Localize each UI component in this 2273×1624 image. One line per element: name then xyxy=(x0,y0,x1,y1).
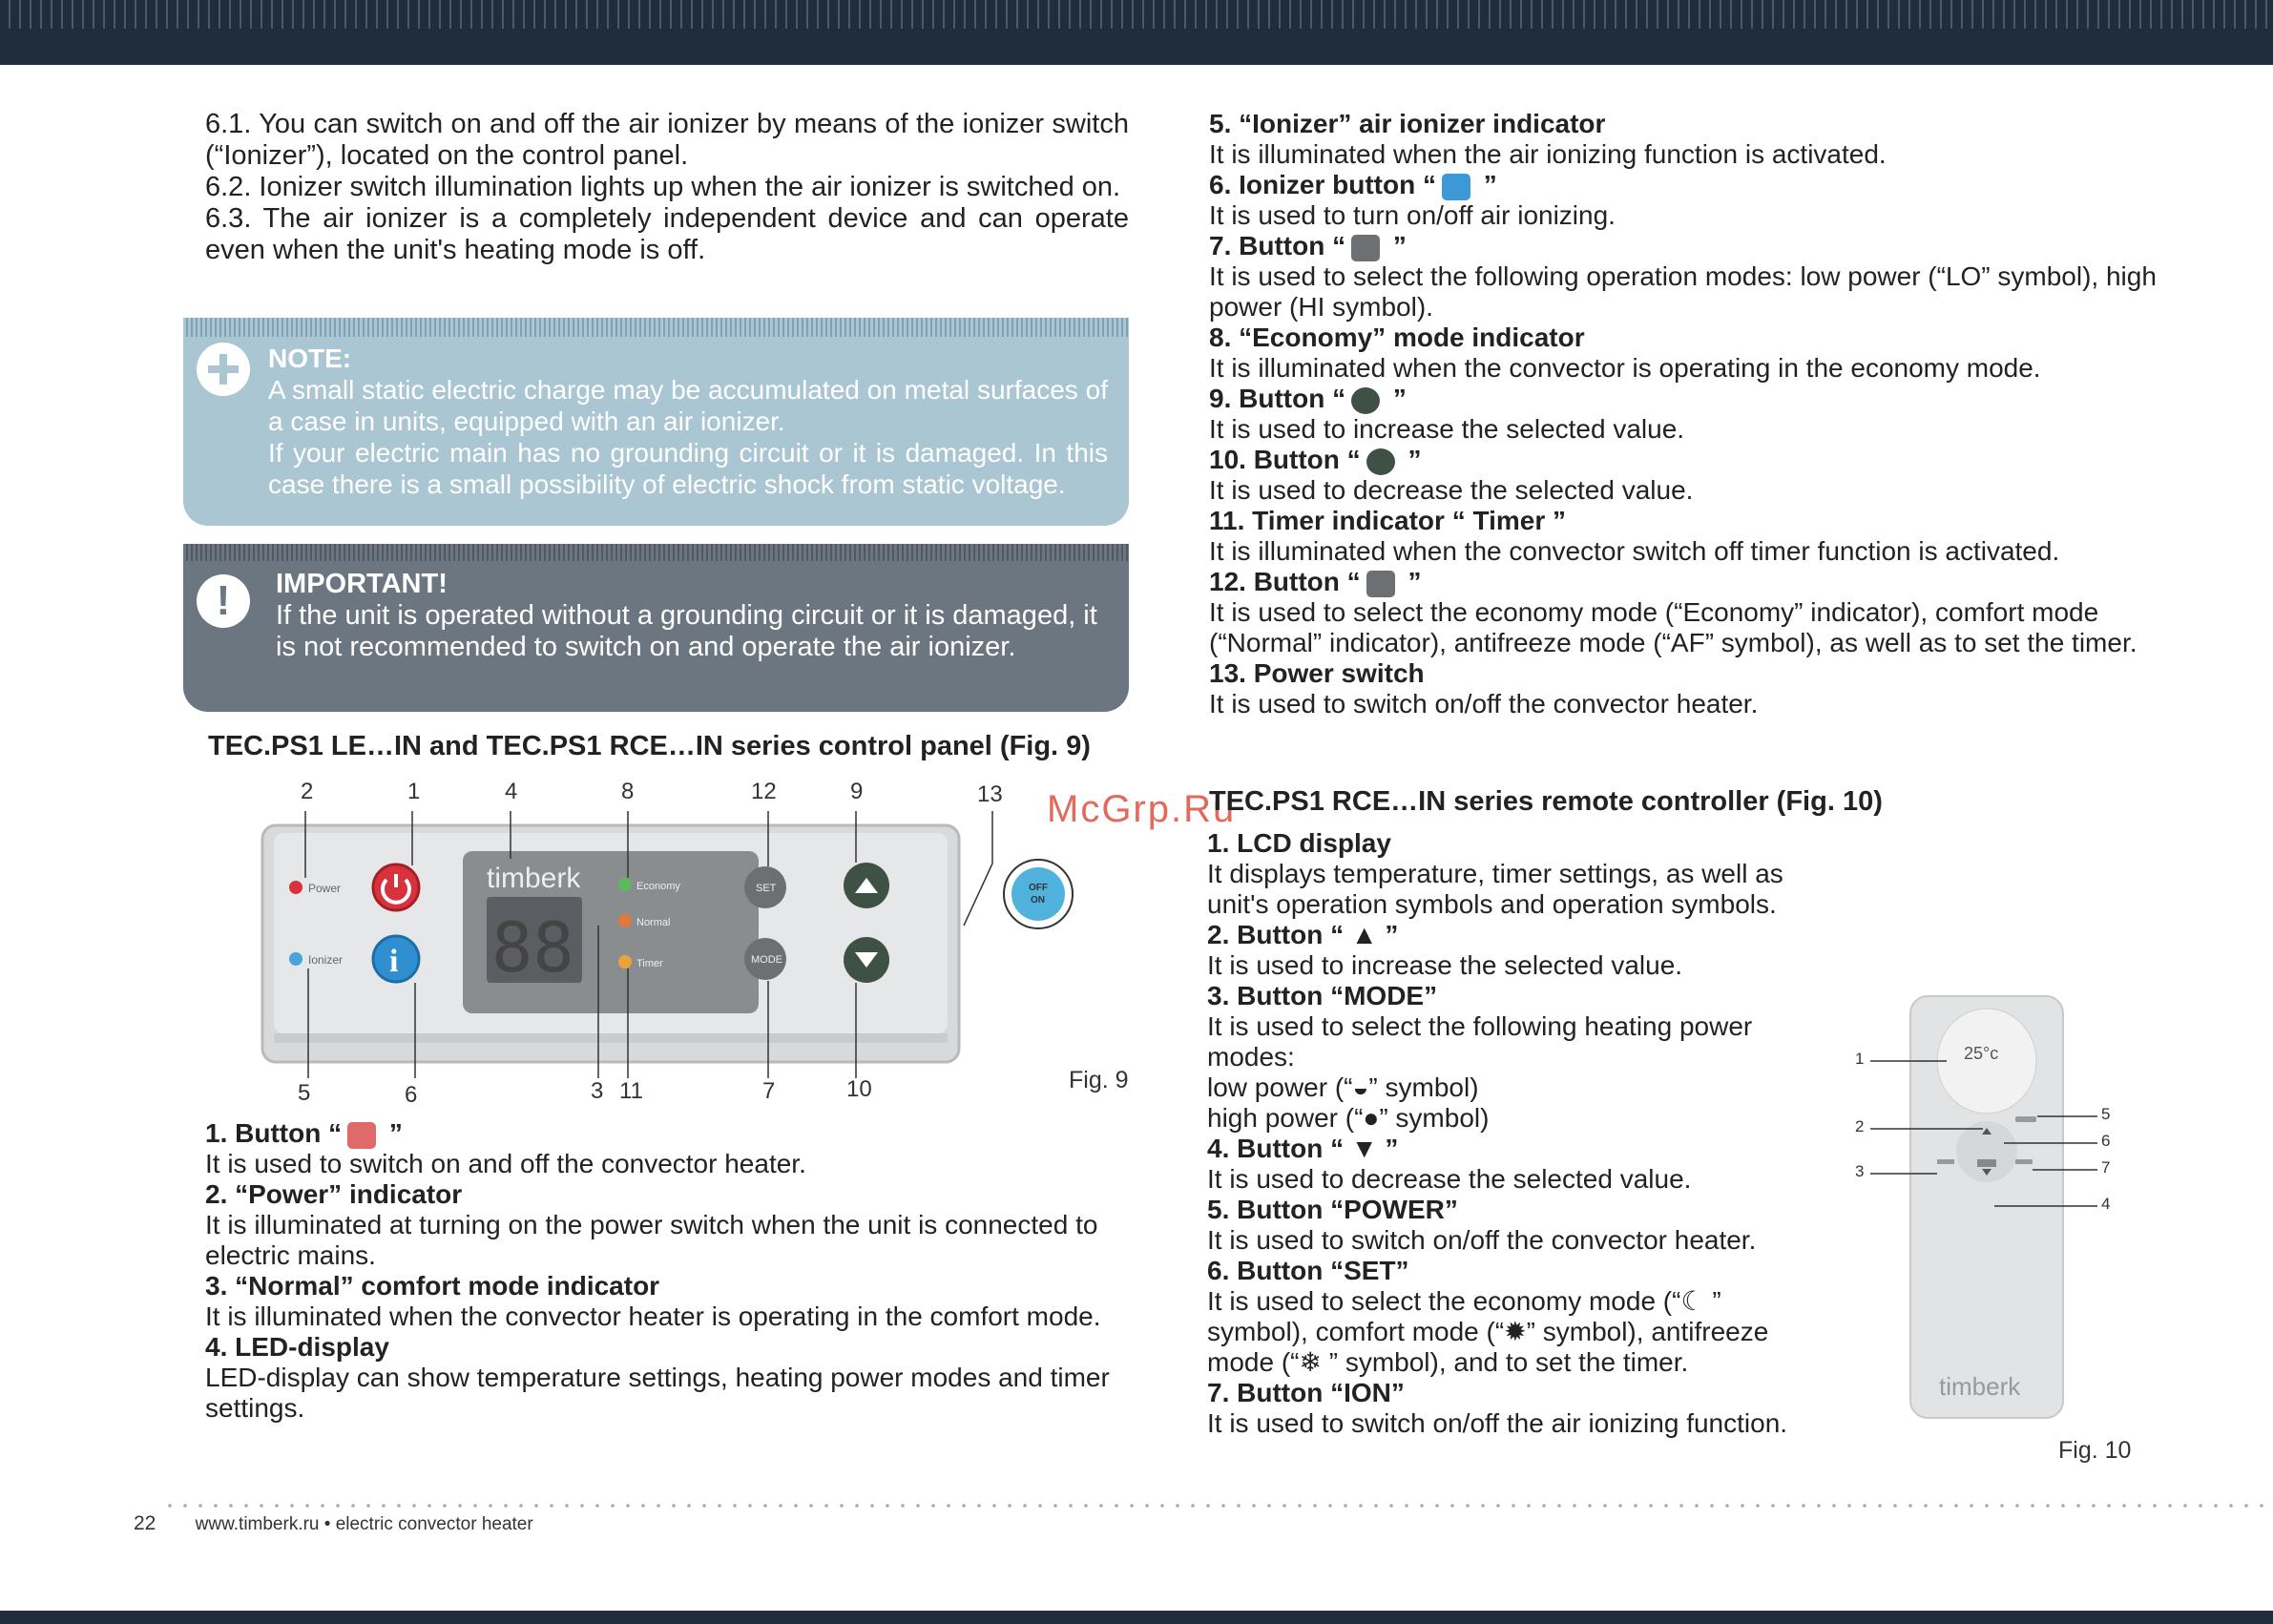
item-4-title: 4. LED-display xyxy=(205,1332,389,1362)
remote-brand-logo: timberk xyxy=(1939,1372,2021,1401)
timer-indicator-led xyxy=(618,955,632,968)
set-button-label: SET xyxy=(756,883,777,894)
page-number: 22 xyxy=(134,1512,156,1534)
item-8-desc: It is illuminated when the convector is operating in the economy mode. xyxy=(1209,353,2041,383)
item-10-desc: It is used to decrease the selected value. xyxy=(1209,475,1694,505)
remote-item-6-desc: It is used to select the economy mode (“☾ ” symbol), comfort mode (“✹” symbol), antifreeze mode (“❄ ” symbol), and to set the timer. xyxy=(1207,1286,1769,1377)
item-12-title: 12. Button “ ” xyxy=(1209,567,1422,596)
item-12-desc: It is used to select the economy mode (“Economy” indicator), comfort mode (“Normal” indicator), antifreeze mode (“AF” symbol), as well as to set the timer. xyxy=(1209,597,2137,657)
fig10-caption: Fig. 10 xyxy=(2058,1437,2132,1464)
up-button-icon xyxy=(1351,387,1380,414)
switch-off-label: OFF xyxy=(1029,883,1048,893)
item-8-title: 8. “Economy” mode indicator xyxy=(1209,323,1585,352)
item-2-title: 2. “Power” indicator xyxy=(205,1179,463,1209)
top-header-bar xyxy=(0,0,2273,65)
important-box xyxy=(183,544,1129,712)
remote-item-2-title: 2. Button “ ▲ ” xyxy=(1207,920,1399,949)
remote-item-4-title: 4. Button “ ▼ ” xyxy=(1207,1134,1399,1163)
left-items xyxy=(205,1118,1121,1424)
panel-brand-logo: timberk xyxy=(487,863,581,894)
snowflake-icon: ❄ xyxy=(1299,1347,1322,1377)
remote-item-7-desc: It is used to switch on/off the air ionizing function. xyxy=(1207,1408,1788,1438)
callout-2: 2 xyxy=(301,779,314,804)
page-footer xyxy=(134,1512,533,1535)
right-items xyxy=(1209,109,2163,719)
item-6-desc: It is used to turn on/off air ionizing. xyxy=(1209,200,1616,230)
note-box xyxy=(183,318,1129,526)
triangle-down-icon: ▼ xyxy=(1350,1134,1378,1163)
remote-callout-5: 5 xyxy=(2101,1105,2111,1123)
remote-item-3-desc: It is used to select the following heating power modes: xyxy=(1207,1011,1753,1072)
fig9-caption: Fig. 9 xyxy=(1069,1067,1129,1093)
item-2-desc: It is illuminated at turning on the power switch when the unit is connected to electric mains. xyxy=(205,1210,1098,1270)
note-text-2: If your electric main has no grounding circuit or it is damaged. In this case there is a small possibility of electric shock from static voltage. xyxy=(268,438,1108,499)
callout-11: 11 xyxy=(619,1078,643,1104)
power-indicator-led xyxy=(289,881,302,894)
half-circle-high-icon: ● xyxy=(1363,1103,1380,1133)
left-intro xyxy=(205,109,1129,266)
item-7-title: 7. Button “ ” xyxy=(1209,231,1407,260)
remote-callout-6: 6 xyxy=(2101,1132,2111,1150)
control-panel-heading: TEC.PS1 LE…IN and TEC.PS1 RCE…IN series control panel (Fig. 9) xyxy=(208,731,1091,761)
normal-indicator-led xyxy=(618,914,632,927)
remote-callout-3: 3 xyxy=(1855,1162,1865,1180)
item-3-title: 3. “Normal” comfort mode indicator xyxy=(205,1271,660,1301)
intro-paragraph-2: 6.2. Ionizer switch illumination lights up when the air ionizer is switched on. xyxy=(205,172,1121,202)
remote-item-1-title: 1. LCD display xyxy=(1207,828,1391,858)
remote-item-4-desc: It is used to decrease the selected value. xyxy=(1207,1164,1692,1194)
important-stripe xyxy=(183,544,1129,561)
intro-paragraph-1: 6.1. You can switch on and off the air ionizer by means of the ionizer switch (“Ionizer”), located on the control panel. xyxy=(205,109,1129,171)
remote-callout-1: 1 xyxy=(1855,1050,1865,1068)
remote-item-7-title: 7. Button “ION” xyxy=(1207,1378,1405,1407)
remote-callout-2: 2 xyxy=(1855,1117,1865,1135)
power-button-icon xyxy=(347,1122,376,1149)
moon-icon: ☾ xyxy=(1680,1286,1705,1316)
remote-item-2-desc: It is used to increase the selected value. xyxy=(1207,950,1683,980)
item-7-desc: It is used to select the following operation modes: low power (“LO” symbol), high power (HI symbol). xyxy=(1209,261,2157,322)
remote-heading: TEC.PS1 RCE…IN series remote controller (Fig. 10) xyxy=(1209,786,1883,817)
remote-callout-4: 4 xyxy=(2101,1195,2111,1213)
bottom-bar xyxy=(0,1611,2273,1624)
power-switch[interactable] xyxy=(1011,867,1065,921)
item-9-title: 9. Button “ ” xyxy=(1209,384,1407,413)
item-11-desc: It is illuminated when the convector switch off timer function is activated. xyxy=(1209,536,2060,566)
info-icon: i xyxy=(389,944,399,979)
mode-button-label: MODE xyxy=(751,954,782,966)
important-text: If the unit is operated without a grounding circuit or it is damaged, it is not recommended to switch on and operate the air ionizer. xyxy=(276,600,1097,662)
callout-6: 6 xyxy=(405,1082,418,1108)
callout-13: 13 xyxy=(977,781,1003,807)
item-1-desc: It is used to switch on and off the convector heater. xyxy=(205,1149,806,1178)
remote-lcd-text: 25°c xyxy=(1964,1044,1999,1063)
set-button-icon xyxy=(1366,571,1395,597)
timer-indicator-label: Timer xyxy=(636,958,663,969)
item-13-title: 13. Power switch xyxy=(1209,658,1425,688)
panel-bottom-strip xyxy=(274,1033,948,1043)
sun-icon: ✹ xyxy=(1504,1317,1527,1346)
item-4-desc: LED-display can show temperature settings, heating power modes and timer settings. xyxy=(205,1363,1110,1423)
ionizer-indicator-led xyxy=(289,952,302,966)
note-title: NOTE: xyxy=(268,344,352,373)
switch-on-label: ON xyxy=(1031,895,1045,906)
footer-dotted-line xyxy=(162,1504,2273,1508)
remote-item-5-desc: It is used to switch on/off the convector heater. xyxy=(1207,1225,1757,1255)
note-text-1: A small static electric charge may be accumulated on metal surfaces of a case in units, equipped with an air ionizer. xyxy=(268,375,1108,436)
important-title: IMPORTANT! xyxy=(276,569,448,599)
item-6-title: 6. Ionizer button “ ” xyxy=(1209,170,1497,199)
watermark: McGrp.Ru xyxy=(1047,788,1237,830)
mode-high-line: high power (“●” symbol) xyxy=(1207,1103,1490,1133)
fig10-leader-lines xyxy=(1851,1040,2118,1212)
item-5-desc: It is illuminated when the air ionizing function is activated. xyxy=(1209,139,1887,169)
header-tick-pattern xyxy=(0,0,2273,29)
led-digits: 88 xyxy=(491,907,574,988)
callout-9: 9 xyxy=(850,779,864,804)
important-body xyxy=(276,569,1106,663)
mode-button-icon xyxy=(1351,235,1380,261)
plus-icon xyxy=(197,343,250,396)
half-circle-low-icon: ◒ xyxy=(1352,1072,1369,1102)
exclamation-icon: ! xyxy=(197,574,250,628)
callout-12: 12 xyxy=(751,779,777,804)
item-10-title: 10. Button “ ” xyxy=(1209,445,1422,474)
callout-3: 3 xyxy=(591,1078,604,1104)
triangle-up-icon: ▲ xyxy=(1350,920,1378,949)
callout-5: 5 xyxy=(298,1080,311,1106)
footer-text: www.timberk.ru • electric convector heater xyxy=(195,1514,533,1534)
item-9-desc: It is used to increase the selected value. xyxy=(1209,414,1685,444)
remote-items xyxy=(1207,828,1801,1439)
note-body xyxy=(268,343,1108,500)
fig10-leader-lines-group xyxy=(1870,1061,2097,1206)
callout-4: 4 xyxy=(505,779,518,804)
item-1-title: 1. Button “ ” xyxy=(205,1118,403,1148)
callout-7: 7 xyxy=(762,1078,776,1104)
item-3-desc: It is illuminated when the convector heater is operating in the comfort mode. xyxy=(205,1301,1101,1331)
item-13-desc: It is used to switch on/off the convector heater. xyxy=(1209,689,1759,718)
ionizer-button-icon xyxy=(1442,174,1470,200)
callout-1: 1 xyxy=(407,779,421,804)
economy-indicator-led xyxy=(618,878,632,891)
remote-item-5-title: 5. Button “POWER” xyxy=(1207,1195,1458,1224)
callout-8: 8 xyxy=(621,779,635,804)
remote-item-3-title: 3. Button “MODE” xyxy=(1207,981,1438,1010)
remote-callout-7: 7 xyxy=(2101,1158,2111,1176)
item-11-title: 11. Timer indicator “ Timer ” xyxy=(1209,506,1566,535)
economy-indicator-label: Economy xyxy=(636,881,680,892)
power-indicator-label: Power xyxy=(308,882,342,895)
control-panel-figure xyxy=(253,792,1093,1097)
ionizer-indicator-label: Ionizer xyxy=(308,953,344,967)
normal-indicator-label: Normal xyxy=(636,917,671,928)
item-5-title: 5. “Ionizer” air ionizer indicator xyxy=(1209,109,1606,138)
remote-item-1-desc: It displays temperature, timer settings, as well as unit's operation symbols and operation symbols. xyxy=(1207,859,1783,919)
callout-10: 10 xyxy=(846,1076,872,1102)
down-button-icon xyxy=(1366,448,1395,475)
mode-low-line: low power (“◒” symbol) xyxy=(1207,1072,1479,1102)
note-stripe xyxy=(183,318,1129,337)
remote-item-6-title: 6. Button “SET” xyxy=(1207,1256,1409,1285)
intro-paragraph-3: 6.3. The air ionizer is a completely independent device and can operate even when the unit's heating mode is off. xyxy=(205,203,1129,265)
